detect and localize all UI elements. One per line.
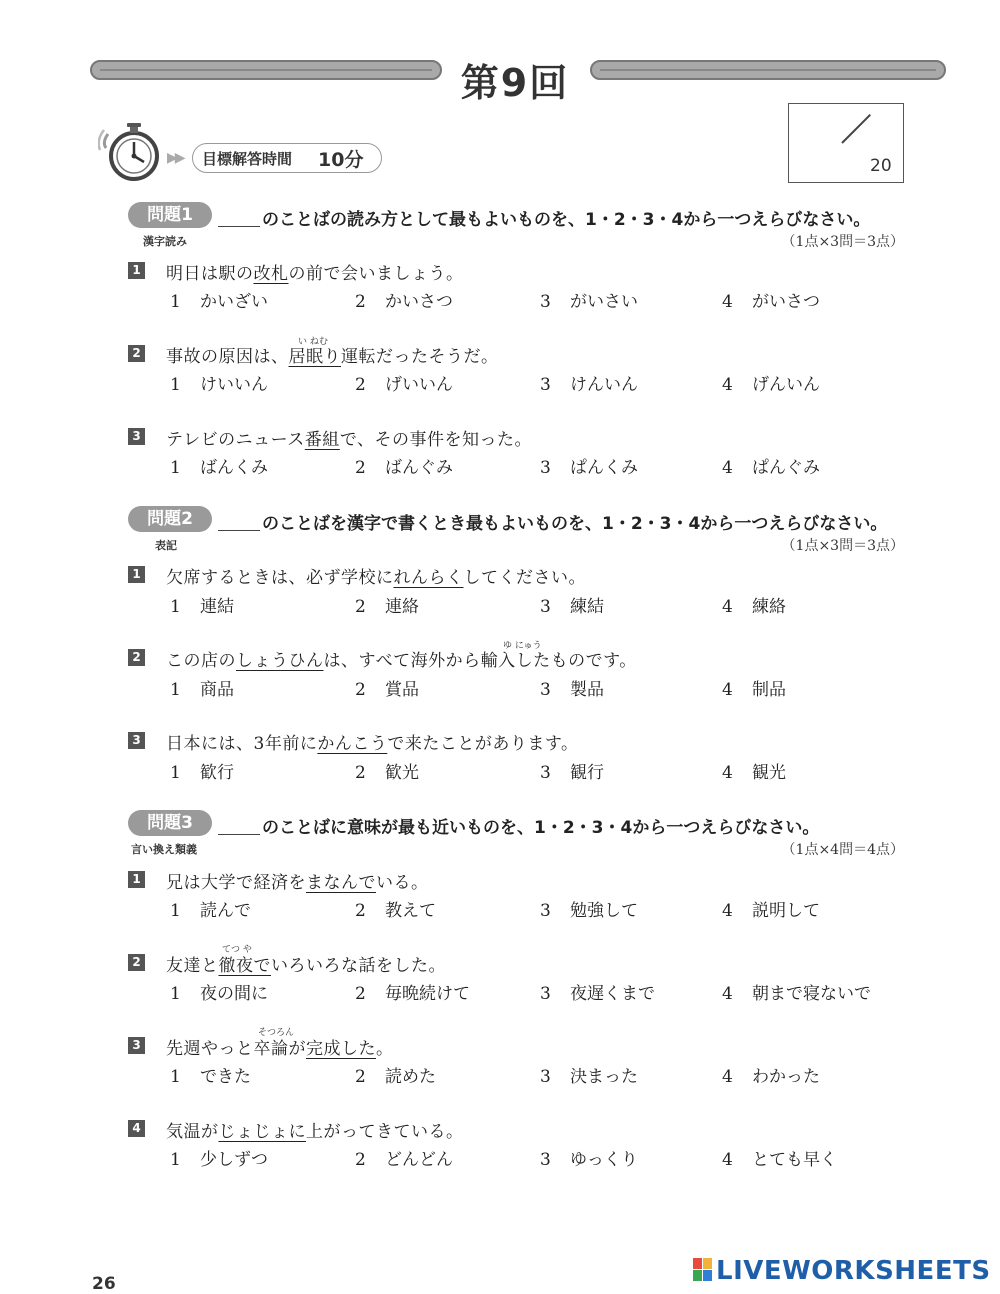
answer-option-2[interactable]: 2 歓光 [355, 763, 419, 783]
answer-option-2[interactable]: 2 連絡 [355, 597, 419, 617]
answer-option-2[interactable]: 2 教えて [355, 901, 436, 921]
target-word: 居眠り [288, 347, 341, 367]
question-number: 3 [128, 1037, 145, 1054]
target-word: 徹夜で [218, 956, 271, 976]
section-score: （1点×3問＝3点） [781, 538, 904, 554]
answer-option-4[interactable]: 4 ぱんぐみ [722, 458, 820, 478]
answer-option-2[interactable]: 2 毎晩続けて [355, 984, 470, 1004]
question-text: 友達と徹夜でいろいろな話をした。 [166, 956, 446, 976]
question-number: 4 [128, 1120, 145, 1137]
answer-option-2[interactable]: 2 ばんぐみ [355, 458, 453, 478]
section-blank-line [218, 226, 260, 227]
page-number: 26 [92, 1274, 116, 1294]
section-subtitle: 言い換え類義 [131, 843, 197, 856]
title-bar-right [590, 60, 946, 80]
answer-option-3[interactable]: 3 製品 [540, 680, 604, 700]
answer-option-4[interactable]: 4 がいさつ [722, 292, 820, 312]
target-word: じょじょに [218, 1122, 306, 1142]
ruby-text: てつ や [222, 945, 252, 955]
section-score: （1点×3問＝3点） [781, 234, 904, 250]
answer-option-1[interactable]: 1 できた [170, 1067, 251, 1087]
question-number: 1 [128, 262, 145, 279]
answer-option-3[interactable]: 3 けんいん [540, 375, 638, 395]
section-instruction: のことばを漢字で書くとき最もよいものを、1・2・3・4から一つえらびなさい。 [262, 514, 888, 534]
page-title: 第9回 [460, 61, 570, 105]
stopwatch-icon [98, 120, 168, 184]
answer-option-3[interactable]: 3 ぱんくみ [540, 458, 638, 478]
answer-option-2[interactable]: 2 どんどん [355, 1150, 453, 1170]
section-instruction: のことばに意味が最も近いものを、1・2・3・4から一つえらびなさい。 [262, 818, 820, 838]
answer-option-3[interactable]: 3 がいさい [540, 292, 638, 312]
answer-option-3[interactable]: 3 練結 [540, 597, 604, 617]
answer-option-4[interactable]: 4 説明して [722, 901, 820, 921]
section-instruction: のことばの読み方として最もよいものを、1・2・3・4から一つえらびなさい。 [262, 210, 871, 230]
question-text: テレビのニュース番組で、その事件を知った。 [166, 430, 532, 450]
question-number: 2 [128, 954, 145, 971]
target-word: しょうひん [236, 651, 324, 671]
ruby-text: そつろん [258, 1028, 295, 1038]
answer-option-1[interactable]: 1 読んで [170, 901, 251, 921]
section-blank-line [218, 530, 260, 531]
section-score: （1点×4問＝4点） [781, 842, 904, 858]
answer-option-3[interactable]: 3 ゆっくり [540, 1150, 638, 1170]
answer-option-4[interactable]: 4 わかった [722, 1067, 820, 1087]
section-tag: 問題1 [128, 202, 212, 228]
question-text: 先週やっと卒論が完成した。 [166, 1039, 394, 1059]
section-blank-line [218, 834, 260, 835]
section-subtitle: 漢字読み [143, 235, 187, 248]
answer-option-3[interactable]: 3 勉強して [540, 901, 638, 921]
answer-option-2[interactable]: 2 読めた [355, 1067, 436, 1087]
target-word: 完成した [306, 1039, 376, 1059]
question-text: 明日は駅の改札の前で会いましょう。 [166, 264, 464, 284]
answer-option-1[interactable]: 1 けいいん [170, 375, 268, 395]
arrow-icons: ▶▶ [167, 150, 183, 166]
question-text: 欠席するときは、必ず学校にれんらくしてください。 [166, 568, 586, 588]
question-number: 2 [128, 345, 145, 362]
question-number: 3 [128, 428, 145, 445]
section-tag: 問題2 [128, 506, 212, 532]
section-tag: 問題3 [128, 810, 212, 836]
answer-option-4[interactable]: 4 げんいん [722, 375, 820, 395]
section-subtitle: 表記 [155, 539, 177, 552]
answer-option-4[interactable]: 4 制品 [722, 680, 786, 700]
answer-option-2[interactable]: 2 賞品 [355, 680, 419, 700]
liveworksheets-logo-icon [693, 1258, 713, 1282]
target-word: まなんで [306, 873, 376, 893]
brand-wordmark[interactable]: LIVEWORKSHEETS [716, 1256, 991, 1286]
answer-option-3[interactable]: 3 夜遅くまで [540, 984, 655, 1004]
target-word: れんらく [393, 568, 464, 588]
question-number: 3 [128, 732, 145, 749]
question-text: 日本には、3年前にかんこうで来たことがあります。 [166, 734, 579, 754]
answer-option-1[interactable]: 1 連結 [170, 597, 234, 617]
answer-option-3[interactable]: 3 観行 [540, 763, 604, 783]
ruby-text: ゆ にゅう [503, 641, 542, 651]
answer-option-4[interactable]: 4 観光 [722, 763, 786, 783]
question-number: 1 [128, 566, 145, 583]
question-text: 兄は大学で経済をまなんでいる。 [166, 873, 429, 893]
answer-option-4[interactable]: 4 練絡 [722, 597, 786, 617]
answer-option-2[interactable]: 2 かいさつ [355, 292, 453, 312]
question-number: 2 [128, 649, 145, 666]
answer-option-1[interactable]: 1 夜の間に [170, 984, 268, 1004]
answer-option-4[interactable]: 4 朝まで寝ないで [722, 984, 871, 1004]
answer-option-1[interactable]: 1 かいざい [170, 292, 268, 312]
target-word: 番組 [304, 430, 340, 450]
answer-option-3[interactable]: 3 決まった [540, 1067, 638, 1087]
answer-option-4[interactable]: 4 とても早く [722, 1150, 837, 1170]
timer-label: 目標解答時間 [202, 150, 293, 168]
answer-option-1[interactable]: 1 少しずつ [170, 1150, 268, 1170]
target-word: 改札 [253, 264, 289, 284]
answer-option-1[interactable]: 1 歓行 [170, 763, 234, 783]
question-text: この店のしょうひんは、すべて海外から輸入したものです。 [166, 651, 637, 671]
title-bar-left [90, 60, 442, 80]
question-number: 1 [128, 871, 145, 888]
answer-option-2[interactable]: 2 げいいん [355, 375, 453, 395]
timer-value: 10分 [318, 149, 364, 171]
score-total: 20 [870, 156, 892, 176]
question-text: 事故の原因は、居眠り運転だったそうだ。 [166, 347, 499, 367]
answer-option-1[interactable]: 1 商品 [170, 680, 234, 700]
question-text: 気温がじょじょに上がってきている。 [166, 1122, 464, 1142]
answer-option-1[interactable]: 1 ばんくみ [170, 458, 268, 478]
target-word: かんこう [317, 734, 388, 754]
ruby-text: い ねむ [298, 337, 328, 347]
